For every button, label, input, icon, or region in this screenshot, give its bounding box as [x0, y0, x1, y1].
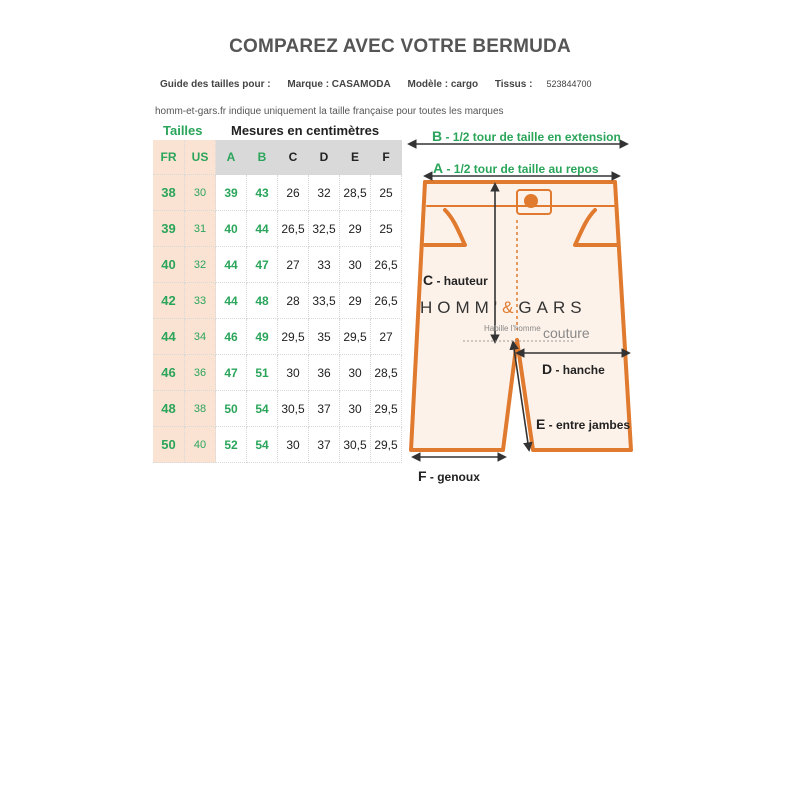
col-header-d: D	[309, 140, 340, 175]
brand-logo: HOMM'&GARS	[420, 298, 587, 317]
size-note: homm-et-gars.fr indique uniquement la taille française pour toutes les marques	[155, 106, 504, 117]
cell-fr: 38	[153, 175, 185, 211]
table-row	[153, 175, 402, 211]
cell-fr: 48	[153, 391, 185, 427]
brand-tagline: Habille l'homme	[484, 324, 541, 333]
cell-b: 48	[247, 283, 278, 319]
guide-label: Guide des tailles pour :	[160, 79, 271, 90]
cell-us: 33	[185, 283, 216, 319]
cell-c: 26	[278, 175, 309, 211]
brand-couture: couture	[543, 325, 590, 341]
cell-us: 34	[185, 319, 216, 355]
cell-fr: 40	[153, 247, 185, 283]
col-header-b: B	[247, 140, 278, 175]
cell-a: 44	[216, 283, 247, 319]
cell-c: 28	[278, 283, 309, 319]
cell-fr: 44	[153, 319, 185, 355]
cell-a: 50	[216, 391, 247, 427]
cell-a: 46	[216, 319, 247, 355]
label-a: A - 1/2 tour de taille au repos	[433, 160, 599, 176]
cell-a: 39	[216, 175, 247, 211]
cell-c: 30,5	[278, 391, 309, 427]
cell-d: 35	[309, 319, 340, 355]
page-title: COMPAREZ AVEC VOTRE BERMUDA	[229, 36, 571, 57]
cell-f: 25	[371, 211, 402, 247]
cell-b: 54	[247, 391, 278, 427]
guide-tissus-value: 523844700	[546, 79, 592, 89]
cell-a: 40	[216, 211, 247, 247]
cell-fr: 39	[153, 211, 185, 247]
cell-e: 29	[340, 283, 371, 319]
cell-f: 26,5	[371, 247, 402, 283]
table-row	[153, 319, 402, 355]
cell-us: 40	[185, 427, 216, 463]
cell-e: 30	[340, 391, 371, 427]
cell-d: 37	[309, 427, 340, 463]
table-row	[153, 283, 402, 319]
col-header-a: A	[216, 140, 247, 175]
table-header-row	[153, 140, 402, 175]
cell-b: 43	[247, 175, 278, 211]
col-header-f: F	[371, 140, 402, 175]
cell-b: 47	[247, 247, 278, 283]
table-row	[153, 355, 402, 391]
cell-c: 27	[278, 247, 309, 283]
cell-a: 47	[216, 355, 247, 391]
table-row	[153, 427, 402, 463]
cell-a: 44	[216, 247, 247, 283]
cell-us: 30	[185, 175, 216, 211]
guide-info	[160, 79, 606, 90]
mesures-header: Mesures en centimètres	[231, 123, 380, 138]
cell-f: 29,5	[371, 427, 402, 463]
cell-e: 30,5	[340, 427, 371, 463]
cell-c: 26,5	[278, 211, 309, 247]
table-row	[153, 211, 402, 247]
col-header-fr: FR	[153, 140, 185, 175]
col-header-e: E	[340, 140, 371, 175]
table-row	[153, 391, 402, 427]
cell-b: 49	[247, 319, 278, 355]
guide-modele: Modèle : cargo	[407, 79, 479, 90]
cell-e: 29,5	[340, 319, 371, 355]
cell-d: 33,5	[309, 283, 340, 319]
cell-c: 29,5	[278, 319, 309, 355]
cell-f: 28,5	[371, 355, 402, 391]
cell-e: 30	[340, 355, 371, 391]
cell-c: 30	[278, 427, 309, 463]
col-header-c: C	[278, 140, 309, 175]
cell-f: 29,5	[371, 391, 402, 427]
cell-b: 44	[247, 211, 278, 247]
cell-e: 29	[340, 211, 371, 247]
cell-a: 52	[216, 427, 247, 463]
cell-fr: 46	[153, 355, 185, 391]
cell-b: 51	[247, 355, 278, 391]
guide-marque: Marque : CASAMODA	[287, 79, 391, 90]
label-d: D - hanche	[542, 361, 605, 377]
cell-e: 28,5	[340, 175, 371, 211]
cell-f: 27	[371, 319, 402, 355]
cell-b: 54	[247, 427, 278, 463]
cell-us: 31	[185, 211, 216, 247]
cell-fr: 42	[153, 283, 185, 319]
label-c: C - hauteur	[423, 272, 488, 288]
table-row	[153, 247, 402, 283]
cell-f: 25	[371, 175, 402, 211]
label-b: B - 1/2 tour de taille en extension	[432, 128, 621, 144]
cell-fr: 50	[153, 427, 185, 463]
guide-tissus-label: Tissus :	[494, 79, 533, 90]
waistband-button	[524, 194, 538, 208]
label-f: F - genoux	[418, 468, 480, 484]
cell-d: 36	[309, 355, 340, 391]
cell-d: 37	[309, 391, 340, 427]
cell-d: 33	[309, 247, 340, 283]
cell-d: 32,5	[309, 211, 340, 247]
cell-d: 32	[309, 175, 340, 211]
size-table	[153, 140, 402, 463]
col-header-us: US	[185, 140, 216, 175]
cell-us: 32	[185, 247, 216, 283]
tailles-header: Tailles	[163, 123, 203, 138]
label-e: E - entre jambes	[536, 416, 631, 432]
cell-f: 26,5	[371, 283, 402, 319]
cell-e: 30	[340, 247, 371, 283]
cell-c: 30	[278, 355, 309, 391]
cell-us: 38	[185, 391, 216, 427]
cell-us: 36	[185, 355, 216, 391]
